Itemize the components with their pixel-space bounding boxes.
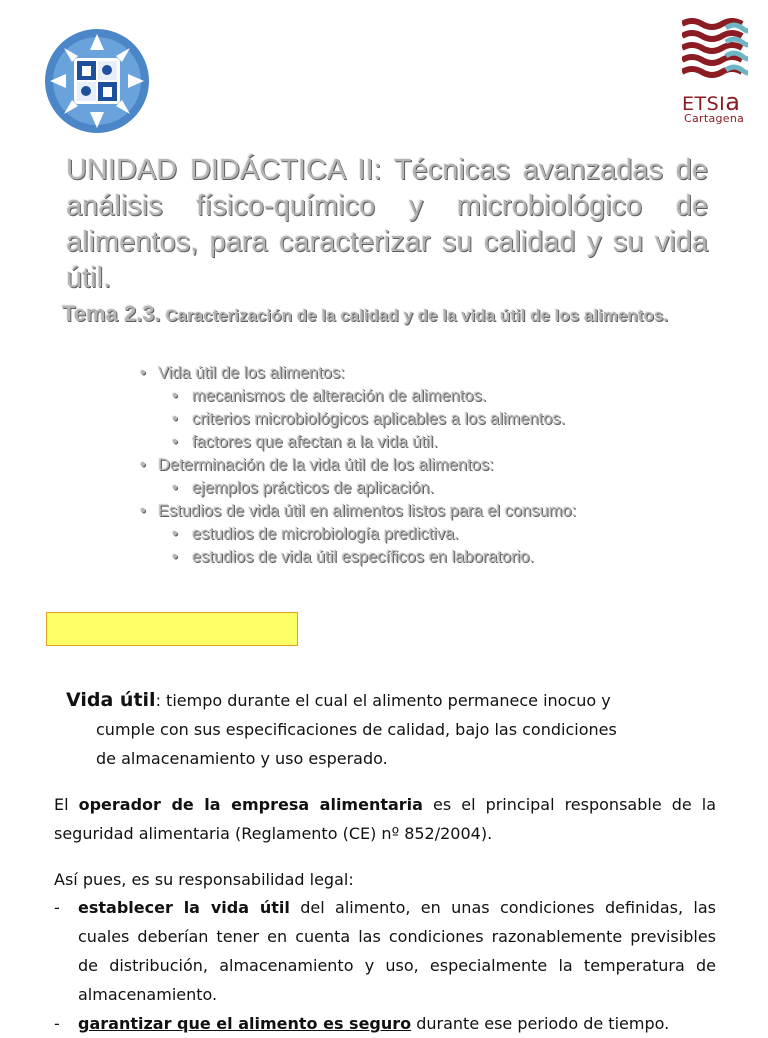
etsia-wordmark: ETSIa: [682, 88, 741, 116]
outline-subitem: • criterios microbiológicos aplicables a los alimentos.: [192, 408, 576, 431]
definition-paragraph: [66, 686, 726, 773]
list-dash: -: [54, 1014, 60, 1033]
legal-intro: Así pues, es su responsabilidad legal:: [54, 870, 354, 889]
list-item: [54, 893, 716, 1009]
para-bold: operador de la empresa alimentaria: [78, 795, 423, 814]
list-text: del alimento, en unas condiciones definidas, las cuales deberían tener en cuenta las condiciones razonablemente previsibles de distribución, almacenamiento y uso, especialmente la temperatura de almacenamiento.: [78, 898, 716, 1004]
outline-item: • Determinación de la vida útil de los alimentos: • ejemplos prácticos de aplicación.: [158, 454, 576, 500]
outline-subitem: • mecanismos de alteración de alimentos.: [192, 385, 576, 408]
topic-text: Caracterización de la calidad y de la vida útil de los alimentos.: [165, 306, 669, 325]
list-text: durante ese periodo de tiempo.: [411, 1014, 670, 1033]
responsibility-paragraph: [54, 790, 716, 848]
para-text: es el principal responsable de la seguridad alimentaria (Reglamento (CE) nº 852/2004).: [54, 795, 717, 843]
outline-subitem: • estudios de vida útil específicos en laboratorio.: [192, 546, 576, 569]
outline-item: • Estudios de vida útil en alimentos listos para el consumo: • estudios de microbiología predictiva. • estudios de vida útil específicos en laboratorio.: [158, 500, 576, 569]
etsia-logo: [680, 18, 752, 128]
topic-label: Tema 2.3.: [62, 301, 161, 326]
outline-sublist: [158, 477, 576, 500]
list-dash: -: [54, 898, 60, 917]
outline-item: • Vida útil de los alimentos: • mecanismos de alteración de alimentos. • criterios microbiológicos aplicables a los alimentos. • factores que afectan a la vida útil.: [158, 362, 576, 454]
unit-title: UNIDAD DIDÁCTICA II: Técnicas avanzadas de análisis físico-químico y microbiológico de alimentos, para caracterizar su calidad y su vida útil.: [66, 154, 708, 294]
definition-line: : tiempo durante el cual el alimento permanece inocuo y: [155, 691, 611, 710]
outline-subitem: • factores que afectan a la vida útil.: [192, 431, 576, 454]
outline-subitem: • ejemplos prácticos de aplicación.: [192, 477, 576, 500]
etsia-city: Cartagena: [684, 112, 745, 125]
para-text: El: [54, 795, 79, 814]
definition-term: Vida útil: [66, 689, 156, 711]
definition-line: de almacenamiento y uso esperado.: [96, 749, 388, 768]
outline-sublist: [158, 523, 576, 569]
outline-subitem: • estudios de microbiología predictiva.: [192, 523, 576, 546]
outline-sublist: [158, 385, 576, 454]
university-seal-icon: [44, 28, 150, 134]
waves-icon: [682, 18, 748, 84]
responsibility-list: [54, 893, 716, 1038]
highlight-box: [46, 612, 298, 646]
definition-line: cumple con sus especificaciones de calidad, bajo las condiciones: [96, 720, 617, 739]
list-bold: establecer la vida útil: [78, 898, 290, 917]
topic-outline: [158, 362, 576, 569]
list-bold: garantizar que el alimento es seguro: [78, 1014, 412, 1033]
topic-heading: [62, 302, 708, 328]
